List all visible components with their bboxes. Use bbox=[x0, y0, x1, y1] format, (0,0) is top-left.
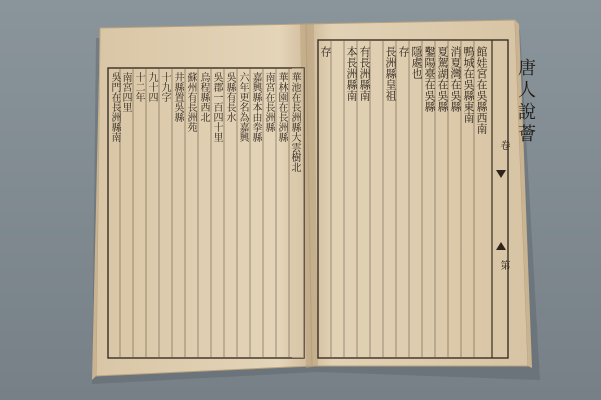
left-column-4: 嘉興縣本由拳縣 bbox=[250, 72, 261, 142]
left-column-7: 吳郡一百四十里 bbox=[211, 72, 222, 142]
left-column-14: 南宮四里 bbox=[120, 72, 131, 112]
left-column-11: 十九字 bbox=[159, 72, 170, 102]
left-column-12: 九十四 bbox=[146, 72, 157, 102]
chapter-label: 第 bbox=[498, 260, 509, 270]
right-column-1: 館娃宮在吳縣西南 bbox=[475, 46, 488, 134]
right-column-10: 本長洲縣南 bbox=[345, 46, 358, 101]
right-column-11: 存 bbox=[319, 46, 332, 57]
left-column-5: 六年更名為嘉興 bbox=[237, 72, 248, 142]
right-column-2: 鴨城在吳縣東南 bbox=[462, 46, 475, 123]
right-column-7: 存 bbox=[397, 46, 410, 57]
book-title: 唐人說薈 bbox=[515, 58, 536, 146]
right-column-4: 夏駕湖在吳縣 bbox=[436, 46, 449, 112]
right-column-9: 有長洲縣南 bbox=[358, 46, 371, 101]
left-column-9: 蘇州有長洲苑 bbox=[185, 72, 196, 132]
left-column-13: 十二年 bbox=[133, 72, 144, 102]
right-column-3: 消夏灣在吳縣 bbox=[449, 46, 462, 112]
right-column-5: 鑿陽臺在吳縣 bbox=[423, 46, 436, 112]
left-column-10: 井縣置吳縣 bbox=[172, 72, 183, 122]
left-column-15: 吳門在長洲縣南 bbox=[109, 72, 120, 142]
left-column-3: 南宮在長洲縣 bbox=[263, 72, 274, 132]
right-column-8: 長洲縣皇祖 bbox=[384, 46, 397, 101]
right-column-6: 隱處也 bbox=[410, 46, 423, 79]
left-column-8: 烏程縣西北 bbox=[198, 72, 209, 122]
left-column-1: 華池在長洲縣大雲樹北 bbox=[289, 72, 300, 172]
left-column-6: 吳縣有長水 bbox=[224, 72, 235, 122]
volume-label: 卷 bbox=[498, 140, 509, 150]
left-column-2: 華林園在長洲縣 bbox=[276, 72, 287, 142]
